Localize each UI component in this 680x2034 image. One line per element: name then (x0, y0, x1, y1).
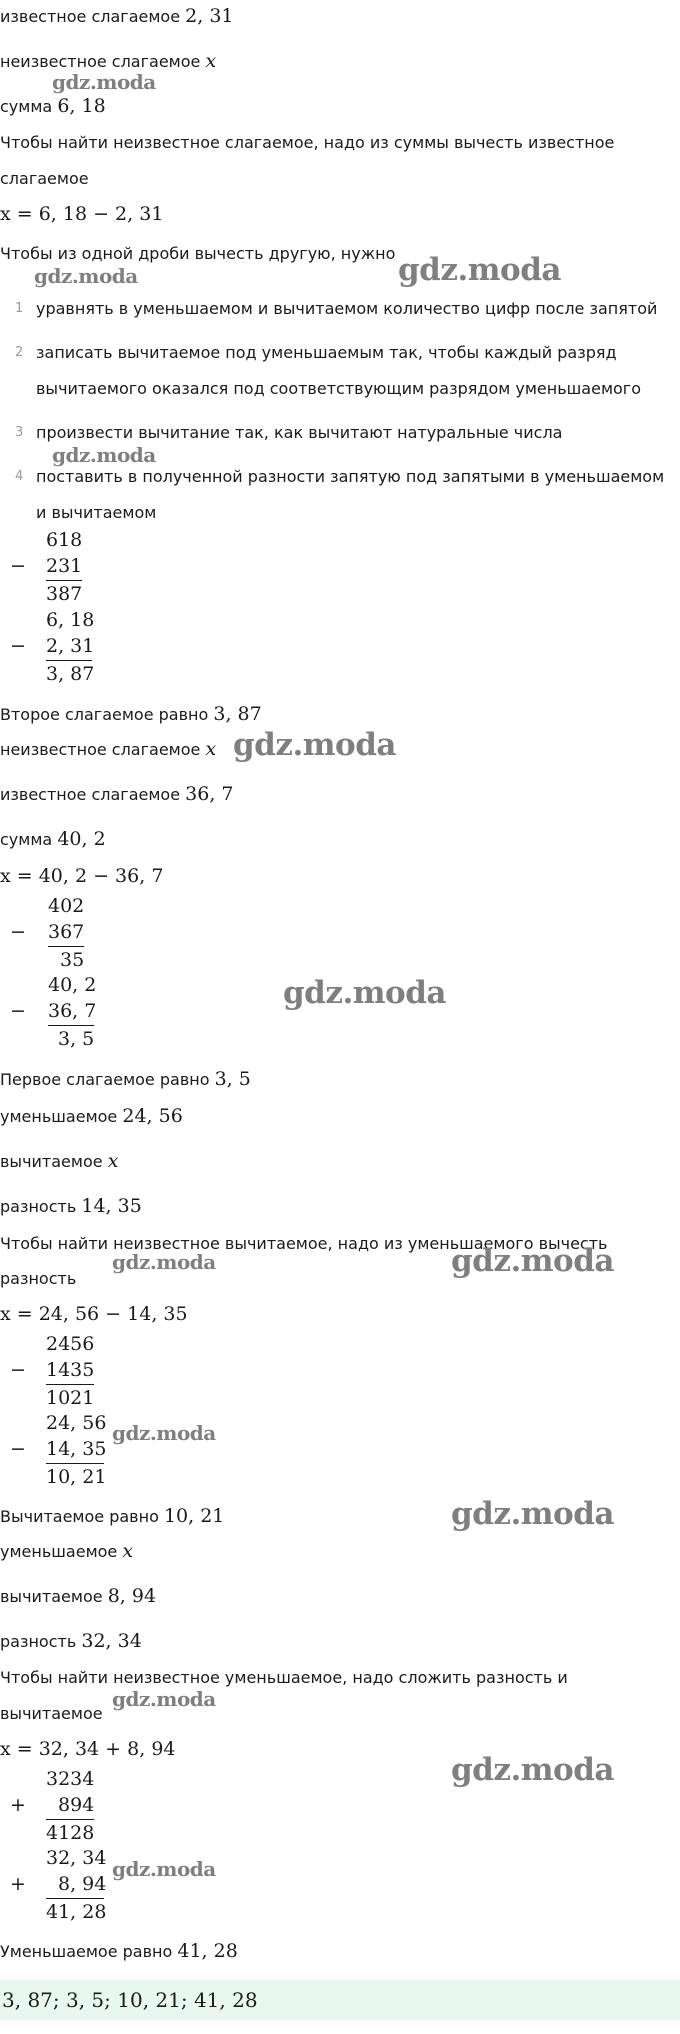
s3-minuend: уменьшаемое 24, 56 (0, 1105, 183, 1127)
watermark: gdz.moda (233, 727, 396, 763)
s2-unknown-addend: неизвестное слагаемое x (0, 738, 217, 760)
s4-equation: x = 32, 34 + 8, 94 (0, 1738, 176, 1760)
s4-result: Уменьшаемое равно 41, 28 (0, 1940, 238, 1962)
step-text: произвести вычитание так, как вычитают натуральные числа (36, 423, 563, 442)
s1-column-subtraction-1: − 618 231 387 (10, 529, 83, 605)
s3-difference: разность 14, 35 (0, 1195, 142, 1217)
s3-rule-line2: разность (0, 1269, 77, 1288)
watermark: gdz.moda (112, 1250, 216, 1274)
watermark: gdz.moda (34, 264, 138, 288)
s2-known-addend: известное слагаемое 36, 7 (0, 783, 234, 805)
s1-intro: Чтобы из одной дроби вычесть другую, нужно (0, 244, 396, 263)
watermark: gdz.moda (112, 1687, 216, 1711)
watermark: gdz.moda (451, 1243, 614, 1279)
s3-result: Вычитаемое равно 10, 21 (0, 1505, 225, 1527)
s4-column-addition-1: + 3234 894 4128 (10, 1768, 95, 1844)
watermark: gdz.moda (52, 70, 156, 94)
s3-rule-line1: Чтобы найти неизвестное вычитаемое, надо из уменьшаемого вычесть (0, 1234, 608, 1253)
step-number: 2 (15, 345, 24, 360)
watermark: gdz.moda (398, 252, 561, 288)
s1-rule-line1: Чтобы найти неизвестное слагаемое, надо из суммы вычесть известное (0, 133, 615, 152)
s3-column-subtraction-2: − 24, 56 14, 35 10, 21 (10, 1412, 107, 1488)
answer-box (0, 1980, 680, 2020)
step-text: записать вычитаемое под уменьшаемым так, чтобы каждый разряд (36, 343, 617, 362)
s1-known-addend: известное слагаемое 2, 31 (0, 5, 234, 27)
s2-column-subtraction-2: − 40, 2 36, 7 3, 5 (10, 974, 97, 1050)
answer-text: 3, 87; 3, 5; 10, 21; 41, 28 (2, 1988, 258, 2012)
s1-rule-line2: слагаемое (0, 169, 89, 188)
step-text: вычитаемого оказался под соответствующим разрядом уменьшаемого (36, 379, 641, 398)
watermark: gdz.moda (112, 1857, 216, 1881)
s1-equation: x = 6, 18 − 2, 31 (0, 203, 164, 225)
s4-minuend: уменьшаемое x (0, 1540, 134, 1562)
s4-column-addition-2: + 32, 34 8, 94 41, 28 (10, 1847, 107, 1923)
s4-rule-line1: Чтобы найти неизвестное уменьшаемое, надо сложить разность и (0, 1668, 568, 1687)
s2-result: Первое слагаемое равно 3, 5 (0, 1068, 251, 1090)
s1-column-subtraction-2: − 6, 18 2, 31 3, 87 (10, 609, 95, 685)
s1-sum: сумма 6, 18 (0, 95, 106, 117)
s1-result: Второе слагаемое равно 3, 87 (0, 703, 262, 725)
watermark: gdz.moda (451, 1752, 614, 1788)
watermark: gdz.moda (283, 975, 446, 1011)
s2-equation: x = 40, 2 − 36, 7 (0, 865, 164, 887)
step-number: 4 (15, 469, 24, 484)
s2-sum: сумма 40, 2 (0, 828, 106, 850)
s3-equation: x = 24, 56 − 14, 35 (0, 1303, 188, 1325)
watermark: gdz.moda (112, 1421, 216, 1445)
step-text: поставить в полученной разности запятую под запятыми в уменьшаемом (36, 467, 665, 486)
step-text: и вычитаемом (36, 503, 157, 522)
s3-subtrahend: вычитаемое x (0, 1150, 119, 1172)
watermark: gdz.moda (451, 1496, 614, 1532)
s4-rule-line2: вычитаемое (0, 1704, 103, 1723)
step-number: 1 (15, 301, 24, 316)
watermark: gdz.moda (52, 443, 156, 467)
s3-column-subtraction-1: − 2456 1435 1021 (10, 1333, 95, 1409)
s4-difference: разность 32, 34 (0, 1630, 142, 1652)
step-number: 3 (15, 425, 24, 440)
step-text: уравнять в уменьшаемом и вычитаемом количество цифр после запятой (36, 299, 658, 318)
s4-subtrahend: вычитаемое 8, 94 (0, 1585, 157, 1607)
s2-column-subtraction-1: − 402 367 35 (10, 895, 85, 971)
s1-unknown-addend: неизвестное слагаемое x (0, 50, 217, 72)
